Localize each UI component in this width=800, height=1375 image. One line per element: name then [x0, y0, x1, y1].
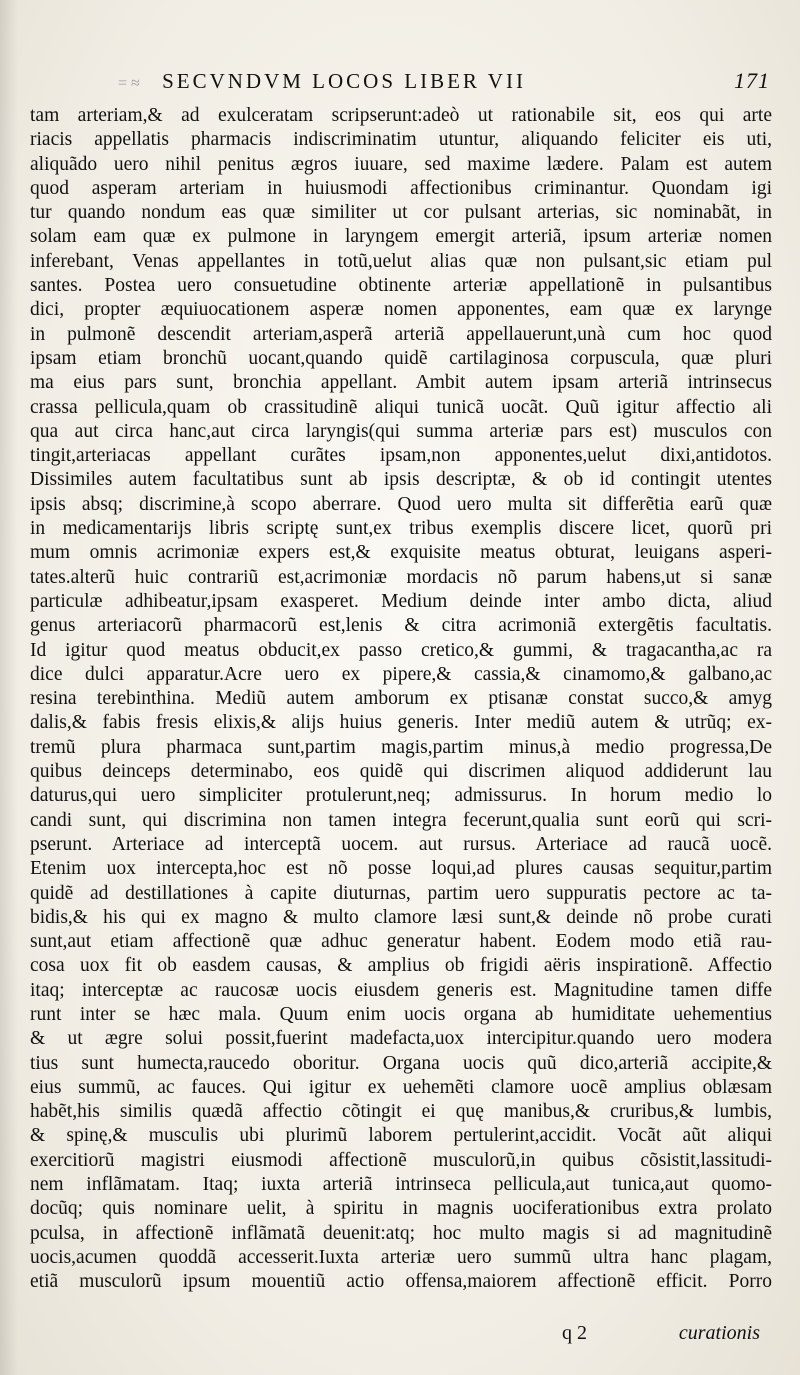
text-line: etiã musculorũ ipsum mouentiũ actio offensa,maiorem affectionẽ efficit. Porro [30, 1271, 772, 1293]
text-line: riacis appellatis pharmacis indiscriminatim utuntur, aliquando feliciter eis uti, [30, 129, 772, 151]
text-line: runt inter se hæc mala. Quum enim uocis organa ab humiditate uehementius [30, 1003, 772, 1025]
text-line: Dissimiles autem facultatibus sunt ab ipsis descriptæ, & ob id contingit utentes [30, 469, 772, 491]
text-line: ma eius pars sunt, bronchia appellant. Ambit autem ipsam arteriã intrinsecus [30, 372, 772, 394]
text-line: pserunt. Arteriace ad interceptã uocem. aut rursus. Arteriace ad raucã uocẽ. [30, 833, 772, 855]
text-line: exercitiorũ magistri eiusmodi affectionẽ musculorũ,in quibus cõsistit,lassitudi- [30, 1149, 772, 1171]
text-line: ipsis absq; discrimine,à scopo aberrare. Quod uero multa sit differẽtia earũ quæ [30, 493, 772, 515]
catchword: curationis [678, 1322, 760, 1344]
text-line: crassa pellicula,quam ob crassitudinẽ aliqui tunicã uocãt. Quũ igitur affectio ali [30, 396, 772, 418]
text-line: dice dulci apparatur.Acre uero ex pipere,& cassia,& cinamomo,& galbano,ac [30, 663, 772, 685]
text-line: qua aut circa hanc,aut circa laryngis(qui summa arteriæ pars est) musculos con [30, 420, 772, 442]
header-marks: = ≈ [118, 75, 140, 92]
page-footer [30, 1320, 772, 1350]
text-line: nem inflãmatam. Itaq; iuxta arteriã intrinseca pellicula,aut tunica,aut quomo- [30, 1174, 772, 1196]
text-line: particulæ adhibeatur,ipsam exasperet. Medium deinde inter ambo dicta, aliud [30, 590, 772, 612]
running-head [118, 66, 770, 96]
text-line: in medicamentarijs libris scriptę sunt,ex tribus exemplis discere licet, quorũ pri [30, 518, 772, 540]
text-line: & ut ægre solui possit,fuerint madefacta,uox intercipitur.quando uero modera [30, 1028, 772, 1050]
text-line: & spinę,& musculis ubi plurimũ laborem pertulerint,accidit. Vocãt aũt aliqui [30, 1125, 772, 1147]
text-line: resina terebinthina. Mediũ autem amborum ex ptisanæ constat succo,& amyg [30, 688, 772, 710]
text-line: in pulmonẽ descendit arteriam,asperã arteriã appellauerunt,unà cum hoc quod [30, 323, 772, 345]
text-line: bidis,& his qui ex magno & multo clamore læsi sunt,& deinde nõ probe curati [30, 906, 772, 928]
text-line: dici, propter æquiuocationem asperæ nomen apponentes, eam quæ ex larynge [30, 299, 772, 321]
body-text [30, 104, 772, 1295]
text-line: tingit,arteriacas appellant curãtes ipsam,non apponentes,uelut dixi,antidotos. [30, 445, 772, 467]
text-line: cosa uox fit ob easdem causas, & amplius ob frigidi aëris inspirationẽ. Affectio [30, 955, 772, 977]
text-line: tius sunt humecta,raucedo oboritur. Organa uocis quũ dico,arteriã accipite,& [30, 1052, 772, 1074]
text-line: Etenim uox intercepta,hoc est nõ posse loqui,ad plures causas sequitur,partim [30, 858, 772, 880]
text-line: tremũ plura pharmaca sunt,partim magis,partim minus,à medio progressa,De [30, 736, 772, 758]
text-line: mum omnis acrimoniæ expers est,& exquisite meatus obturat, leuigans asperi- [30, 542, 772, 564]
running-title: SECVNDVM LOCOS LIBER VII [162, 69, 526, 93]
text-line: pculsa, in affectionẽ inflãmatã deuenit:atq; hoc multo magis si ad magnitudinẽ [30, 1222, 772, 1244]
text-line: habẽt,his similis quædã affectio cõtingit ei quę manibus,& cruribus,& lumbis, [30, 1101, 772, 1123]
text-line: aliquãdo uero nihil penitus ægros iuuare, sed maxime lædere. Palam est autem [30, 153, 772, 175]
text-line: tur quando nondum eas quæ similiter ut cor pulsant arterias, sic nominabãt, in [30, 202, 772, 224]
gutter-shadow [0, 0, 18, 1375]
text-line: docũq; quis nominare uelit, à spiritu in magnis uociferationibus extra prolato [30, 1198, 772, 1220]
signature-mark: q 2 [562, 1322, 587, 1344]
text-line: daturus,qui uero simpliciter protulerunt,neq; admissurus. In horum medio lo [30, 785, 772, 807]
text-line: quibus deinceps determinabo, eos quidẽ qui discrimen aliquod addiderunt lau [30, 761, 772, 783]
text-line: candi sunt, qui discrimina non tamen integra fecerunt,qualia sunt eorũ qui scri- [30, 809, 772, 831]
text-line: genus arteriacorũ pharmacorũ est,lenis & citra acrimoniã extergẽtis facultatis. [30, 615, 772, 637]
text-line: santes. Postea uero consuetudine obtinente arteriæ appellationẽ in pulsantibus [30, 275, 772, 297]
text-line: Id igitur quod meatus obducit,ex passo cretico,& gummi, & tragacantha,ac ra [30, 639, 772, 661]
text-line: sunt,aut etiam affectionẽ quæ adhuc generatur habent. Eodem modo etiã rau- [30, 931, 772, 953]
text-line: solam eam quæ ex pulmone in laryngem emergit arteriã, ipsum arteriæ nomen [30, 226, 772, 248]
text-line: itaq; interceptæ ac raucosæ uocis eiusdem generis est. Magnitudine tamen diffe [30, 979, 772, 1001]
text-line: uocis,acumen quoddã accesserit.Iuxta arteriæ uero summũ ultra hanc plagam, [30, 1246, 772, 1268]
text-line: quidẽ ad destillationes à capite diuturnas, partim uero suppuratis pectore ac ta- [30, 882, 772, 904]
text-line: ipsam etiam bronchũ uocant,quando quidẽ cartilaginosa corpuscula, quæ pluri [30, 347, 772, 369]
text-line: inferebant, Venas appellantes in totũ,uelut alias quæ non pulsant,sic etiam pul [30, 250, 772, 272]
text-line: tates.alterũ huic contrariũ est,acrimoniæ mordacis nõ parum habens,ut si sanæ [30, 566, 772, 588]
page-number: 171 [734, 68, 770, 93]
text-line: tam arteriam,& ad exulceratam scripserunt:adeò ut rationabile sit, eos qui arte [30, 105, 772, 126]
text-line: eius summũ, ac fauces. Qui igitur ex uehemẽti clamore uocẽ amplius oblæsam [30, 1076, 772, 1098]
text-line: quod asperam arteriam in huiusmodi affectionibus criminantur. Quondam igi [30, 177, 772, 199]
text-line: dalis,& fabis fresis elixis,& alijs huius generis. Inter mediũ autem & utrũq; ex- [30, 712, 772, 734]
